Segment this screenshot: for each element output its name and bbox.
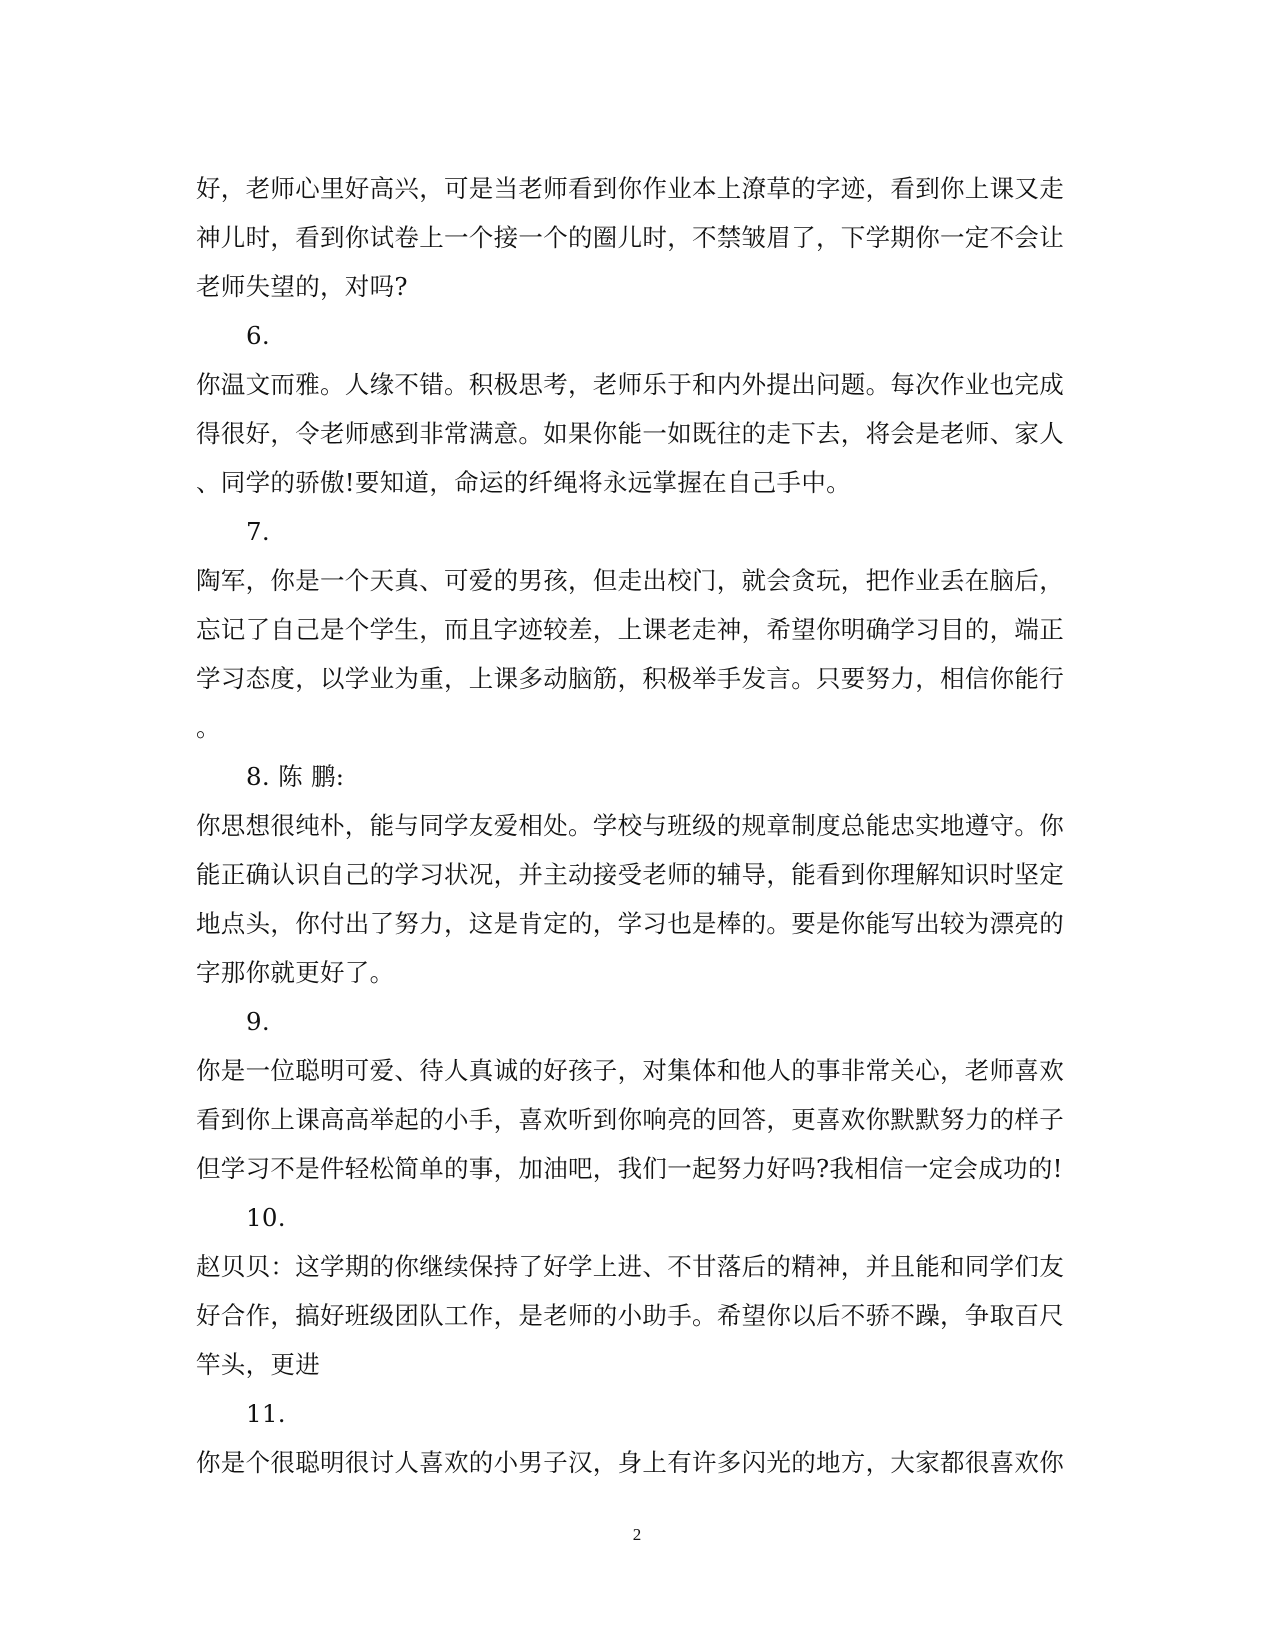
item-number: 11.: [246, 1399, 286, 1428]
paragraph-line: 好合作，搞好班级团队工作，是老师的小助手。希望你以后不骄不躁，争取百尺: [196, 1301, 1064, 1330]
paragraph-line: 神儿时，看到你试卷上一个接一个的圈儿时，不禁皱眉了，下学期你一定不会让: [196, 223, 1064, 252]
page-number: 2: [632, 1525, 642, 1544]
document-body: [196, 164, 1076, 1487]
item-number: 9.: [246, 1007, 270, 1036]
paragraph-line: 你思想很纯朴，能与同学友爱相处。学校与班级的规章制度总能忠实地遵守。你: [196, 811, 1064, 840]
paragraph-line: 但学习不是件轻松简单的事，加油吧，我们一起努力好吗?我相信一定会成功的!: [196, 1154, 1063, 1183]
paragraph-line: 、同学的骄傲!要知道，命运的纤绳将永远掌握在自己手中。: [196, 468, 851, 497]
paragraph-line: 学习态度，以学业为重，上课多动脑筋，积极举手发言。只要努力，相信你能行: [196, 664, 1064, 693]
paragraph-line: 得很好，令老师感到非常满意。如果你能一如既往的走下去，将会是老师、家人: [196, 419, 1064, 448]
paragraph-line: 能正确认识自己的学习状况，并主动接受老师的辅导，能看到你理解知识时坚定: [196, 860, 1064, 889]
item-number: 8. 陈 鹏:: [246, 762, 345, 791]
item-number: 10.: [246, 1203, 286, 1232]
paragraph-line: 好，老师心里好高兴，可是当老师看到你作业本上潦草的字迹，看到你上课又走: [196, 174, 1064, 203]
paragraph-line: 你是一位聪明可爱、待人真诚的好孩子，对集体和他人的事非常关心，老师喜欢: [196, 1056, 1064, 1085]
item-number: 6.: [246, 321, 270, 350]
paragraph-line: 。: [196, 713, 221, 742]
paragraph-line: 你是个很聪明很讨人喜欢的小男子汉，身上有许多闪光的地方，大家都很喜欢你: [196, 1448, 1064, 1477]
paragraph-line: 字那你就更好了。: [196, 958, 395, 987]
paragraph-line: 看到你上课高高举起的小手，喜欢听到你响亮的回答，更喜欢你默默努力的样子: [196, 1105, 1064, 1134]
paragraph-line: 竿头，更进: [196, 1350, 320, 1379]
paragraph-line: 赵贝贝：这学期的你继续保持了好学上进、不甘落后的精神，并且能和同学们友: [196, 1252, 1064, 1281]
paragraph-line: 你温文而雅。人缘不错。积极思考，老师乐于和内外提出问题。每次作业也完成: [196, 370, 1064, 399]
paragraph-line: 忘记了自己是个学生，而且字迹较差，上课老走神，希望你明确学习目的，端正: [196, 615, 1064, 644]
item-number: 7.: [246, 517, 270, 546]
paragraph-line: 陶军，你是一个天真、可爱的男孩，但走出校门，就会贪玩，把作业丢在脑后，: [196, 566, 1064, 595]
paragraph-line: 地点头，你付出了努力，这是肯定的，学习也是棒的。要是你能写出较为漂亮的: [196, 909, 1064, 938]
paragraph-line: 老师失望的，对吗?: [196, 272, 408, 301]
